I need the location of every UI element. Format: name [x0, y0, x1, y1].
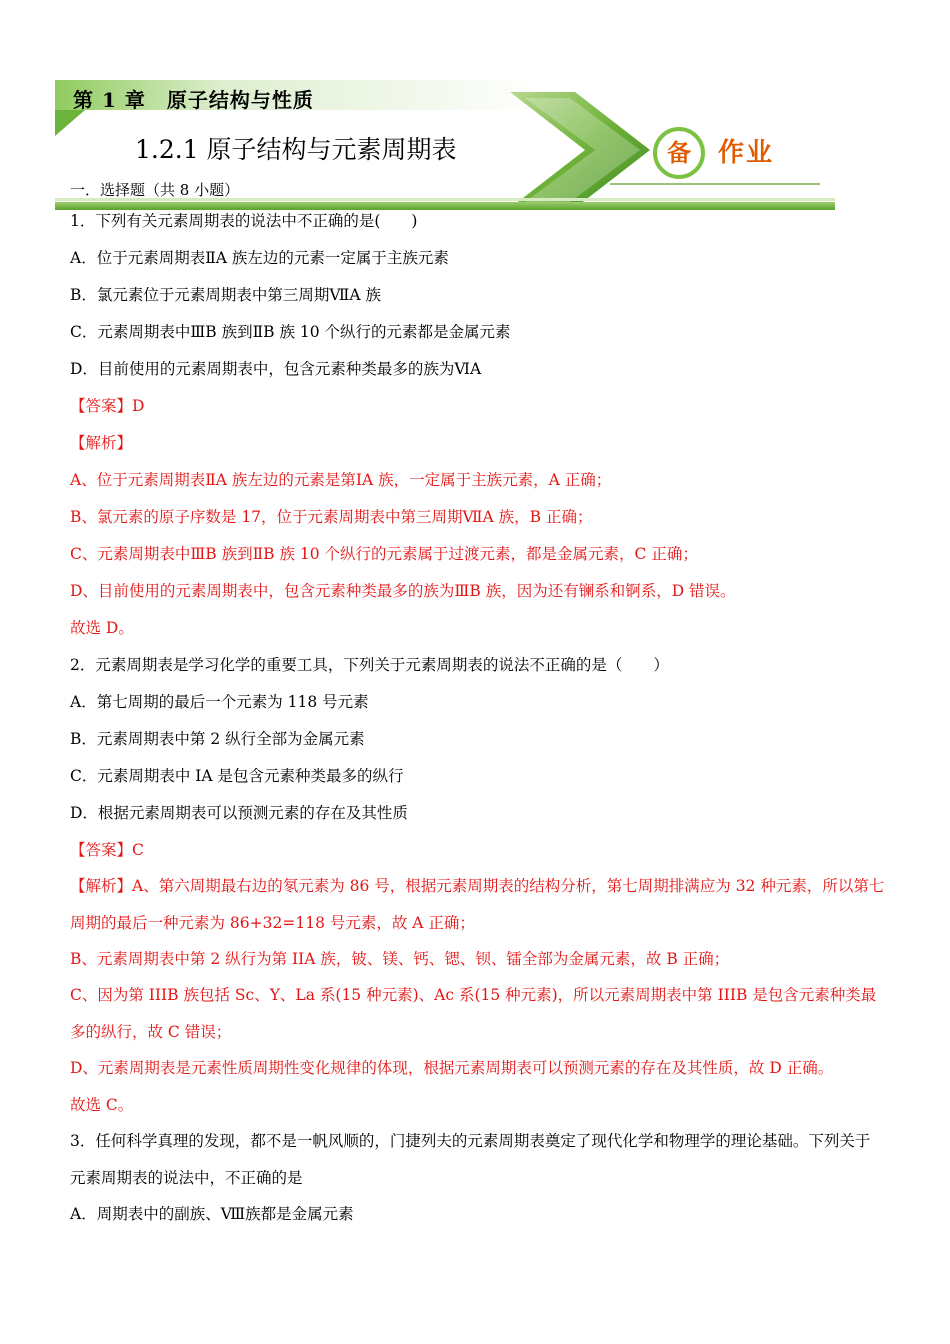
question-line: B．元素周期表中第 2 纵行全部为金属元素	[70, 730, 365, 748]
question-line: A．周期表中的副族、Ⅷ族都是金属元素	[70, 1205, 354, 1223]
question-line: 2．元素周期表是学习化学的重要工具，下列关于元素周期表的说法不正确的是（ ）	[70, 656, 669, 674]
question-line: C．元素周期表中 IA 是包含元素种类最多的纵行	[70, 767, 404, 785]
lesson-title: 1.2.1 原子结构与元素周期表	[135, 135, 457, 164]
answer-line: 故选 C。	[70, 1096, 134, 1114]
answer-line: D、元素周期表是元素性质周期性变化规律的体现，根据元素周期表可以预测元素的存在及其性质，故 D 正确。	[70, 1059, 834, 1077]
answer-line: C、因为第 IIIB 族包括 Sc、Y、La 系(15 种元素)、Ac 系(15 种元素)，所以元素周期表中第 IIIB 是包含元素种类最多的纵行，故 C 错误；	[70, 986, 877, 1041]
question-line: 3．任何科学真理的发现，都不是一帆风顺的，门捷列夫的元素周期表奠定了现代化学和物理学的理论基础。下列关于元素周期表的说法中，不正确的是	[70, 1132, 871, 1187]
answer-line: B、氯元素的原子序数是 17，位于元素周期表中第三周期ⅦA 族，B 正确；	[70, 508, 593, 526]
question-line: A．第七周期的最后一个元素为 118 号元素	[70, 693, 369, 711]
answer-line: C、元素周期表中ⅢB 族到ⅡB 族 10 个纵行的元素属于过渡元素，都是金属元素，C 正确；	[70, 545, 698, 563]
question-line: 1．下列有关元素周期表的说法中不正确的是( )	[70, 212, 418, 230]
chapter-title: 第 1 章 原子结构与性质	[73, 88, 314, 112]
answer-line: D、目前使用的元素周期表中，包含元素种类最多的族为ⅢB 族，因为还有镧系和锕系，D 错误。	[70, 582, 736, 600]
answer-line: B、元素周期表中第 2 纵行为第 IIA 族，铍、镁、钙、锶、钡、镭全部为金属元素，故 B 正确；	[70, 950, 730, 968]
badge-character: 备	[667, 139, 691, 167]
question-line: C．元素周期表中ⅢB 族到ⅡB 族 10 个纵行的元素都是金属元素	[70, 323, 511, 341]
question-line: D．目前使用的元素周期表中，包含元素种类最多的族为ⅥA	[70, 360, 482, 378]
question-line: B．氯元素位于元素周期表中第三周期ⅦA 族	[70, 286, 382, 304]
answer-line: 【答案】C	[70, 841, 144, 859]
answer-line: 故选 D。	[70, 619, 134, 637]
answer-line: 【答案】D	[70, 397, 145, 415]
question-line: A．位于元素周期表ⅡA 族左边的元素一定属于主族元素	[70, 249, 449, 267]
answer-line: 【解析】	[70, 434, 133, 452]
section-title: 一．选择题（共 8 小题）	[70, 181, 240, 199]
badge-label: 作业	[718, 138, 775, 168]
question-content	[70, 210, 885, 1240]
question-line: D．根据元素周期表可以预测元素的存在及其性质	[70, 804, 408, 822]
answer-line: A、位于元素周期表ⅡA 族左边的元素是第ⅠA 族，一定属于主族元素，A 正确；	[70, 471, 612, 489]
answer-line: 【解析】A、第六周期最右边的氡元素为 86 号，根据元素周期表的结构分析，第七周期排满应为 32 种元素，所以第七周期的最后一种元素为 86+32=118 号元素，故 A 正确；	[70, 877, 885, 932]
